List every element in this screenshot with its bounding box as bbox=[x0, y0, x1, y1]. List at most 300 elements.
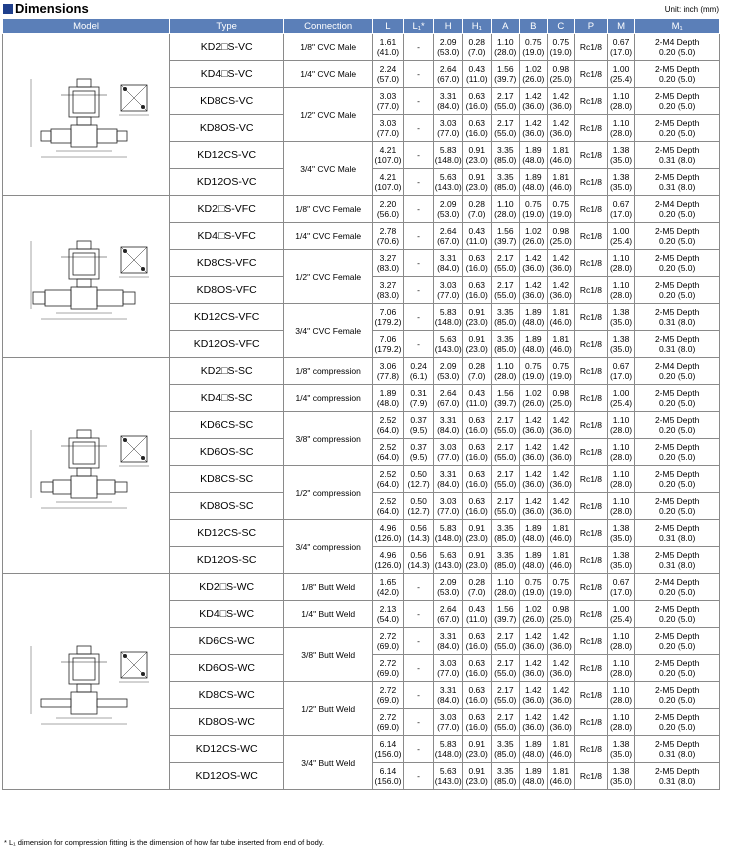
cell-value-line: (26.0) bbox=[522, 398, 545, 408]
cell-value-line: 1.89 bbox=[525, 739, 542, 749]
cell-value-line: (85.0) bbox=[494, 749, 517, 759]
cell-value-line: (48.0) bbox=[522, 155, 545, 165]
cell-value-line: (16.0) bbox=[465, 506, 488, 516]
cell-h bbox=[434, 574, 463, 601]
cell-value-line: 1.56 bbox=[497, 604, 514, 614]
cell-value-line: (143.0) bbox=[434, 344, 462, 354]
cell-value-line: (23.0) bbox=[465, 533, 488, 543]
cell-m1 bbox=[635, 601, 720, 628]
cell-h1 bbox=[462, 574, 491, 601]
cell-value-line: (83.0) bbox=[376, 263, 400, 273]
cell-l bbox=[373, 61, 404, 88]
cell-c bbox=[547, 196, 574, 223]
cell-a bbox=[491, 601, 520, 628]
cell-value-line: (55.0) bbox=[494, 668, 517, 678]
cell-m1 bbox=[635, 736, 720, 763]
cell-value-line: 1.56 bbox=[497, 64, 514, 74]
cell-value-line: 0.20 (5.0) bbox=[658, 290, 696, 300]
cell-value-line: 5.63 bbox=[439, 766, 457, 776]
cell-type: KD2□S-SC bbox=[170, 358, 284, 385]
cell-l1: - bbox=[403, 574, 434, 601]
cell-value-line: 2.09 bbox=[439, 361, 457, 371]
cell-c bbox=[547, 358, 574, 385]
cell-m1 bbox=[635, 88, 720, 115]
cell-c bbox=[547, 709, 574, 736]
cell-c bbox=[547, 385, 574, 412]
cell-value-line: 3.03 bbox=[439, 658, 457, 668]
table-header-row bbox=[3, 19, 720, 34]
cell-l1 bbox=[403, 520, 434, 547]
cell-m bbox=[607, 61, 634, 88]
cell-c bbox=[547, 601, 574, 628]
cell-value-line: (16.0) bbox=[465, 128, 488, 138]
cell-c bbox=[547, 412, 574, 439]
cell-m bbox=[607, 331, 634, 358]
cell-a bbox=[491, 304, 520, 331]
cell-l1 bbox=[403, 358, 434, 385]
cell-value-line: 2-M5 Depth bbox=[654, 91, 700, 101]
cell-p: Rc1/8 bbox=[575, 61, 608, 88]
cell-value-line: (25.0) bbox=[549, 614, 572, 624]
cell-value-line: 3.35 bbox=[497, 523, 514, 533]
cell-value-line: 1.81 bbox=[552, 307, 570, 317]
cell-value-line: 3.03 bbox=[439, 496, 457, 506]
cell-value-line: 2-M5 Depth bbox=[654, 172, 700, 182]
cell-value-line: 3.03 bbox=[439, 118, 457, 128]
cell-p: Rc1/8 bbox=[575, 223, 608, 250]
cell-m bbox=[607, 439, 634, 466]
cell-value-line: (28.0) bbox=[494, 371, 517, 381]
cell-h bbox=[434, 223, 463, 250]
cell-value-line: 1.10 bbox=[612, 118, 630, 128]
cell-value-line: (48.0) bbox=[376, 398, 400, 408]
cell-b bbox=[520, 682, 547, 709]
cell-h1 bbox=[462, 304, 491, 331]
cell-m bbox=[607, 547, 634, 574]
section-header bbox=[0, 0, 729, 18]
cell-h bbox=[434, 655, 463, 682]
cell-value-line: (55.0) bbox=[494, 425, 517, 435]
cell-l1: - bbox=[403, 142, 434, 169]
cell-h1 bbox=[462, 601, 491, 628]
cell-value-line: 1.00 bbox=[612, 604, 630, 614]
cell-value-line: 2-M5 Depth bbox=[654, 388, 700, 398]
cell-value-line: 5.83 bbox=[439, 523, 457, 533]
cell-value-line: 1.10 bbox=[612, 712, 630, 722]
cell-value-line: 3.06 bbox=[379, 361, 397, 371]
cell-b bbox=[520, 250, 547, 277]
cell-h1 bbox=[462, 763, 491, 790]
cell-value-line: 3.35 bbox=[497, 307, 514, 317]
cell-h bbox=[434, 682, 463, 709]
cell-value-line: 3.31 bbox=[439, 631, 457, 641]
cell-l1 bbox=[403, 385, 434, 412]
cell-value-line: 2.52 bbox=[379, 442, 397, 452]
cell-b bbox=[520, 385, 547, 412]
cell-value-line: (55.0) bbox=[494, 506, 517, 516]
cell-m bbox=[607, 466, 634, 493]
cell-p: Rc1/8 bbox=[575, 682, 608, 709]
cell-l bbox=[373, 601, 404, 628]
cell-value-line: 0.91 bbox=[468, 739, 486, 749]
cell-h bbox=[434, 736, 463, 763]
cell-c bbox=[547, 88, 574, 115]
cell-value-line: 0.28 bbox=[468, 37, 486, 47]
cell-m bbox=[607, 655, 634, 682]
cell-b bbox=[520, 763, 547, 790]
cell-l bbox=[373, 34, 404, 61]
cell-h bbox=[434, 520, 463, 547]
cell-value-line: 1.42 bbox=[525, 712, 542, 722]
cell-value-line: 6.14 bbox=[379, 766, 397, 776]
cell-m1 bbox=[635, 223, 720, 250]
cell-p: Rc1/8 bbox=[575, 169, 608, 196]
cell-value-line: 0.20 (5.0) bbox=[658, 263, 696, 273]
cell-l bbox=[373, 682, 404, 709]
cell-value-line: 0.67 bbox=[612, 199, 630, 209]
cell-connection: 1/8" CVC Female bbox=[284, 196, 373, 223]
cell-value-line: (53.0) bbox=[437, 209, 460, 219]
cell-value-line: 1.38 bbox=[612, 307, 630, 317]
cell-value-line: (14.3) bbox=[407, 560, 430, 570]
cell-a bbox=[491, 115, 520, 142]
cell-b bbox=[520, 142, 547, 169]
cell-value-line: (55.0) bbox=[494, 695, 517, 705]
cell-type: KD6CS-WC bbox=[170, 628, 284, 655]
cell-value-line: 1.10 bbox=[497, 361, 514, 371]
cell-h bbox=[434, 601, 463, 628]
cell-b bbox=[520, 466, 547, 493]
cell-l bbox=[373, 439, 404, 466]
model-drawing-sc bbox=[3, 358, 170, 574]
cell-value-line: (35.0) bbox=[609, 776, 633, 786]
cell-m bbox=[607, 709, 634, 736]
cell-m bbox=[607, 601, 634, 628]
cell-value-line: 1.00 bbox=[612, 64, 630, 74]
cell-value-line: 3.03 bbox=[439, 280, 457, 290]
cell-value-line: (16.0) bbox=[465, 695, 488, 705]
cell-c bbox=[547, 331, 574, 358]
cell-m bbox=[607, 628, 634, 655]
cell-type: KD12OS-VFC bbox=[170, 331, 284, 358]
cell-a bbox=[491, 223, 520, 250]
cell-m1 bbox=[635, 250, 720, 277]
cell-connection: 1/2" compression bbox=[284, 466, 373, 520]
cell-value-line: 2.24 bbox=[379, 64, 397, 74]
cell-type: KD12CS-VC bbox=[170, 142, 284, 169]
cell-type: KD8OS-VC bbox=[170, 115, 284, 142]
cell-value-line: 1.89 bbox=[525, 145, 542, 155]
cell-value-line: (77.0) bbox=[437, 290, 460, 300]
cell-value-line: 1.10 bbox=[612, 631, 630, 641]
cell-value-line: (7.0) bbox=[468, 587, 486, 597]
cell-value-line: (36.0) bbox=[522, 641, 545, 651]
cell-connection: 1/2" Butt Weld bbox=[284, 682, 373, 736]
cell-value-line: 1.42 bbox=[525, 442, 542, 452]
cell-value-line: (36.0) bbox=[522, 128, 545, 138]
cell-value-line: (36.0) bbox=[522, 668, 545, 678]
cell-value-line: (28.0) bbox=[609, 668, 633, 678]
cell-l bbox=[373, 466, 404, 493]
cell-type: KD8OS-SC bbox=[170, 493, 284, 520]
cell-value-line: 2-M5 Depth bbox=[654, 334, 700, 344]
cell-value-line: 1.10 bbox=[612, 280, 630, 290]
cell-type: KD4□S-WC bbox=[170, 601, 284, 628]
cell-value-line: 0.63 bbox=[468, 469, 486, 479]
cell-value-line: 1.81 bbox=[552, 550, 570, 560]
column-header-m: M bbox=[607, 19, 634, 34]
cell-value-line: (36.0) bbox=[522, 479, 545, 489]
cell-value-line: (19.0) bbox=[522, 371, 545, 381]
cell-value-line: 2-M4 Depth bbox=[654, 577, 700, 587]
cell-m1 bbox=[635, 61, 720, 88]
cell-value-line: (16.0) bbox=[465, 101, 488, 111]
cell-a bbox=[491, 709, 520, 736]
table-row bbox=[3, 358, 720, 385]
cell-m1 bbox=[635, 520, 720, 547]
cell-c bbox=[547, 142, 574, 169]
cell-value-line: 1.42 bbox=[552, 496, 570, 506]
cell-value-line: (16.0) bbox=[465, 668, 488, 678]
cell-value-line: (16.0) bbox=[465, 479, 488, 489]
cell-value-line: 0.67 bbox=[612, 577, 630, 587]
cell-value-line: 1.42 bbox=[525, 280, 542, 290]
cell-value-line: 2-M5 Depth bbox=[654, 658, 700, 668]
cell-h bbox=[434, 331, 463, 358]
cell-h bbox=[434, 547, 463, 574]
cell-m bbox=[607, 358, 634, 385]
cell-connection: 3/8" Butt Weld bbox=[284, 628, 373, 682]
cell-value-line: (36.0) bbox=[522, 263, 545, 273]
cell-value-line: 0.75 bbox=[552, 37, 570, 47]
cell-a bbox=[491, 736, 520, 763]
cell-b bbox=[520, 88, 547, 115]
cell-value-line: (57.0) bbox=[376, 74, 400, 84]
cell-value-line: (36.0) bbox=[549, 695, 572, 705]
cell-l1 bbox=[403, 547, 434, 574]
cell-value-line: 1.38 bbox=[612, 739, 630, 749]
cell-l1: - bbox=[403, 88, 434, 115]
cell-p: Rc1/8 bbox=[575, 88, 608, 115]
cell-value-line: 0.75 bbox=[552, 199, 570, 209]
cell-value-line: 2.17 bbox=[497, 442, 514, 452]
cell-value-line: 5.63 bbox=[439, 172, 457, 182]
cell-h bbox=[434, 709, 463, 736]
cell-value-line: 0.20 (5.0) bbox=[658, 641, 696, 651]
cell-p: Rc1/8 bbox=[575, 196, 608, 223]
cell-value-line: 0.20 (5.0) bbox=[658, 101, 696, 111]
cell-value-line: 1.61 bbox=[379, 37, 397, 47]
cell-h bbox=[434, 358, 463, 385]
cell-value-line: (85.0) bbox=[494, 155, 517, 165]
cell-value-line: (148.0) bbox=[434, 533, 462, 543]
cell-p: Rc1/8 bbox=[575, 115, 608, 142]
cell-l bbox=[373, 250, 404, 277]
cell-l bbox=[373, 358, 404, 385]
cell-h1 bbox=[462, 196, 491, 223]
cell-value-line: (48.0) bbox=[522, 533, 545, 543]
cell-h bbox=[434, 412, 463, 439]
cell-value-line: (53.0) bbox=[437, 47, 460, 57]
cell-b bbox=[520, 547, 547, 574]
cell-value-line: 1.38 bbox=[612, 145, 630, 155]
column-header-l: L bbox=[373, 19, 404, 34]
cell-value-line: 1.10 bbox=[612, 685, 630, 695]
cell-value-line: 0.24 bbox=[410, 361, 427, 371]
cell-type: KD6OS-WC bbox=[170, 655, 284, 682]
cell-value-line: 2-M4 Depth bbox=[654, 37, 700, 47]
cell-connection: 3/4" CVC Male bbox=[284, 142, 373, 196]
cell-value-line: 1.42 bbox=[552, 469, 570, 479]
cell-m1 bbox=[635, 142, 720, 169]
cell-l1: - bbox=[403, 709, 434, 736]
cell-value-line: (11.0) bbox=[465, 398, 488, 408]
cell-value-line: 1.10 bbox=[612, 496, 630, 506]
cell-l bbox=[373, 547, 404, 574]
cell-value-line: 1.81 bbox=[552, 172, 570, 182]
cell-value-line: 1.81 bbox=[552, 334, 570, 344]
cell-m1 bbox=[635, 196, 720, 223]
column-header-model: Model bbox=[3, 19, 170, 34]
cell-value-line: (25.4) bbox=[609, 398, 633, 408]
cell-value-line: 2.52 bbox=[379, 496, 397, 506]
cell-value-line: 1.42 bbox=[525, 91, 542, 101]
cell-value-line: (148.0) bbox=[434, 155, 462, 165]
cell-value-line: 3.31 bbox=[439, 415, 457, 425]
cell-value-line: 0.43 bbox=[468, 64, 486, 74]
cell-m bbox=[607, 34, 634, 61]
cell-value-line: 1.89 bbox=[525, 172, 542, 182]
cell-value-line: (46.0) bbox=[549, 533, 572, 543]
column-header-h: H bbox=[434, 19, 463, 34]
cell-m1 bbox=[635, 628, 720, 655]
cell-c bbox=[547, 34, 574, 61]
cell-value-line: (7.0) bbox=[468, 47, 486, 57]
cell-value-line: 0.31 (8.0) bbox=[658, 155, 696, 165]
cell-l bbox=[373, 196, 404, 223]
cell-value-line: 3.27 bbox=[379, 280, 397, 290]
table-row bbox=[3, 34, 720, 61]
cell-value-line: 1.42 bbox=[525, 253, 542, 263]
cell-value-line: 1.42 bbox=[552, 631, 570, 641]
cell-value-line: 5.63 bbox=[439, 550, 457, 560]
cell-value-line: (16.0) bbox=[465, 641, 488, 651]
cell-value-line: (48.0) bbox=[522, 776, 545, 786]
cell-h1 bbox=[462, 61, 491, 88]
cell-h1 bbox=[462, 250, 491, 277]
cell-value-line: (35.0) bbox=[609, 155, 633, 165]
cell-type: KD12CS-VFC bbox=[170, 304, 284, 331]
cell-value-line: 1.10 bbox=[612, 469, 630, 479]
cell-l bbox=[373, 331, 404, 358]
cell-value-line: (23.0) bbox=[465, 182, 488, 192]
cell-h bbox=[434, 169, 463, 196]
cell-c bbox=[547, 223, 574, 250]
cell-p: Rc1/8 bbox=[575, 304, 608, 331]
cell-value-line: 2.17 bbox=[497, 496, 514, 506]
cell-m bbox=[607, 682, 634, 709]
cell-b bbox=[520, 709, 547, 736]
cell-value-line: (84.0) bbox=[437, 263, 460, 273]
cell-l1: - bbox=[403, 763, 434, 790]
cell-value-line: (6.1) bbox=[409, 371, 428, 381]
cell-value-line: 2-M5 Depth bbox=[654, 145, 700, 155]
cell-value-line: 2.72 bbox=[379, 685, 397, 695]
cell-value-line: 1.42 bbox=[552, 280, 570, 290]
cell-connection: 1/8" compression bbox=[284, 358, 373, 385]
cell-value-line: (25.4) bbox=[609, 74, 633, 84]
cell-c bbox=[547, 520, 574, 547]
cell-value-line: (36.0) bbox=[549, 668, 572, 678]
cell-value-line: 0.20 (5.0) bbox=[658, 587, 696, 597]
cell-value-line: 2-M4 Depth bbox=[654, 361, 700, 371]
cell-value-line: (48.0) bbox=[522, 317, 545, 327]
cell-value-line: 0.91 bbox=[468, 145, 486, 155]
cell-m1 bbox=[635, 277, 720, 304]
cell-value-line: 0.28 bbox=[468, 199, 486, 209]
cell-b bbox=[520, 520, 547, 547]
cell-value-line: 2.09 bbox=[439, 199, 457, 209]
cell-m bbox=[607, 574, 634, 601]
cell-value-line: (23.0) bbox=[465, 560, 488, 570]
cell-l bbox=[373, 412, 404, 439]
dimensions-table bbox=[2, 18, 720, 790]
cell-value-line: 2.09 bbox=[439, 37, 457, 47]
cell-value-line: (17.0) bbox=[609, 371, 633, 381]
cell-l1 bbox=[403, 412, 434, 439]
cell-type: KD2□S-WC bbox=[170, 574, 284, 601]
cell-m bbox=[607, 169, 634, 196]
cell-l1: - bbox=[403, 601, 434, 628]
cell-c bbox=[547, 169, 574, 196]
cell-value-line: (46.0) bbox=[549, 776, 572, 786]
cell-h1 bbox=[462, 655, 491, 682]
cell-h1 bbox=[462, 709, 491, 736]
cell-value-line: (85.0) bbox=[494, 533, 517, 543]
cell-l1 bbox=[403, 493, 434, 520]
cell-value-line: 0.28 bbox=[468, 577, 486, 587]
cell-value-line: 0.31 (8.0) bbox=[658, 533, 696, 543]
cell-value-line: (69.0) bbox=[376, 668, 400, 678]
cell-value-line: (36.0) bbox=[549, 722, 572, 732]
cell-h1 bbox=[462, 736, 491, 763]
cell-value-line: 0.20 (5.0) bbox=[658, 614, 696, 624]
cell-value-line: (28.0) bbox=[609, 101, 633, 111]
cell-c bbox=[547, 628, 574, 655]
cell-value-line: 2.64 bbox=[439, 64, 457, 74]
cell-connection: 1/8" CVC Male bbox=[284, 34, 373, 61]
cell-h bbox=[434, 439, 463, 466]
cell-h1 bbox=[462, 115, 491, 142]
cell-l1 bbox=[403, 439, 434, 466]
cell-m bbox=[607, 385, 634, 412]
cell-l bbox=[373, 304, 404, 331]
cell-value-line: 3.35 bbox=[497, 145, 514, 155]
cell-b bbox=[520, 736, 547, 763]
cell-value-line: 1.10 bbox=[612, 442, 630, 452]
cell-type: KD8CS-VC bbox=[170, 88, 284, 115]
cell-type: KD12OS-VC bbox=[170, 169, 284, 196]
cell-m1 bbox=[635, 763, 720, 790]
cell-c bbox=[547, 493, 574, 520]
cell-a bbox=[491, 574, 520, 601]
cell-c bbox=[547, 466, 574, 493]
cell-value-line: (55.0) bbox=[494, 722, 517, 732]
cell-value-line: 1.02 bbox=[525, 388, 542, 398]
column-header-b: B bbox=[520, 19, 547, 34]
cell-value-line: 0.91 bbox=[468, 766, 486, 776]
cell-c bbox=[547, 574, 574, 601]
